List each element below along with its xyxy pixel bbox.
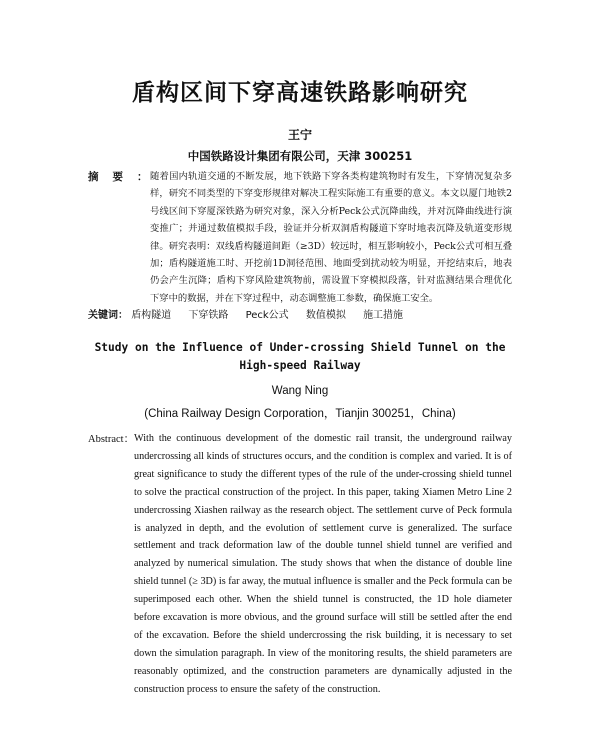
keyword-cn: 下穿铁路 [188,310,229,321]
keywords-cn [88,306,528,321]
abstract-text-en: With the continuous development of the domestic rail transit, the underground railway undercrossing all kinds of structures occurs, and the condition is complex and varied. It is of great significance to study the different types of the rule of the under-crossing shield tunnel to solve the practical construction of the project. In this paper, taking Xiamen Metro Line 2 undercrossing Xiashen railway as the research object. The settlement curve of Peck formula is analyzed in depth, and the evolution of settlement curve is generalized. The surface settlement and track deformation law of the double tunnel shield tunnel are verified and analyzed by numerical simulation. The study shows that when the distance of double line shield tunnel (≥ 3D) is far away, the mutual influence is smaller and the Peck formula can be superimposed each other. When the shield tunnel is constructed, the 1D hole diameter before excavation is more obvious, and the ground surface will still be settled after the end of the excavation. Before the shield undercrossing the risk building, it is necessary to set down the simulation paragraph. In view of the monitoring results, the shield parameters are reasonably optimized, and the construction parameters are dynamically adjusted in the construction process to ensure the safety of the construction. [134,433,512,695]
affiliation-cn: 中国铁路设计集团有限公司，天津 300251 [187,149,413,163]
abstract-text-cn: 随着国内轨道交通的不断发展，地下铁路下穿各类构建筑物时有发生，下穿情况复杂多样，研究不同类型的下穿变形规律对解决工程实际施工有重要的意义。本文以厦门地铁2号线区间下穿厦深铁路为研究对象，深入分析Peck公式沉降曲线，并对沉降曲线进行演变推广；并通过数值模拟手段，验证并分析双洞盾构隧道下穿时地表沉降及轨道变形规律。研究表明：双线盾构隧道间距（≥3D）较远时，相互影响较小，Peck公式可相互叠加；盾构隧道施工时、开挖前1D洞径范围、地面受到扰动较为明显，开挖结束后，地表仍会产生沉降；盾构下穿风险建筑物前，需设置下穿模拟段落，针对监测结果合理优化下穿中的数据，并在下穿过程中，动态调整施工参数，确保施工安全。 [150,171,512,304]
paper-title-cn: 盾构区间下穿高速铁路影响研究 [132,80,468,106]
keyword-cn: 盾构隧道 [131,310,172,321]
keyword-cn: 数值模拟 [305,310,346,321]
keyword-cn: Peck公式 [245,310,289,321]
abstract-label-cn: 摘要： [88,171,162,183]
abstract-label-en: Abstract： [88,434,135,445]
affiliation-en: (China Railway Design Corporation，Tianjin 300251，China) [144,408,456,420]
keywords-label-cn: 关键词： [88,310,128,321]
paper-title-en: Study on the Influence of Under-crossing Shield Tunnel on the High-speed Railway [94,341,506,372]
keyword-cn: 施工措施 [363,310,404,321]
author-name-cn: 王宁 [287,128,312,142]
author-name-en: Wang Ning [271,385,329,397]
